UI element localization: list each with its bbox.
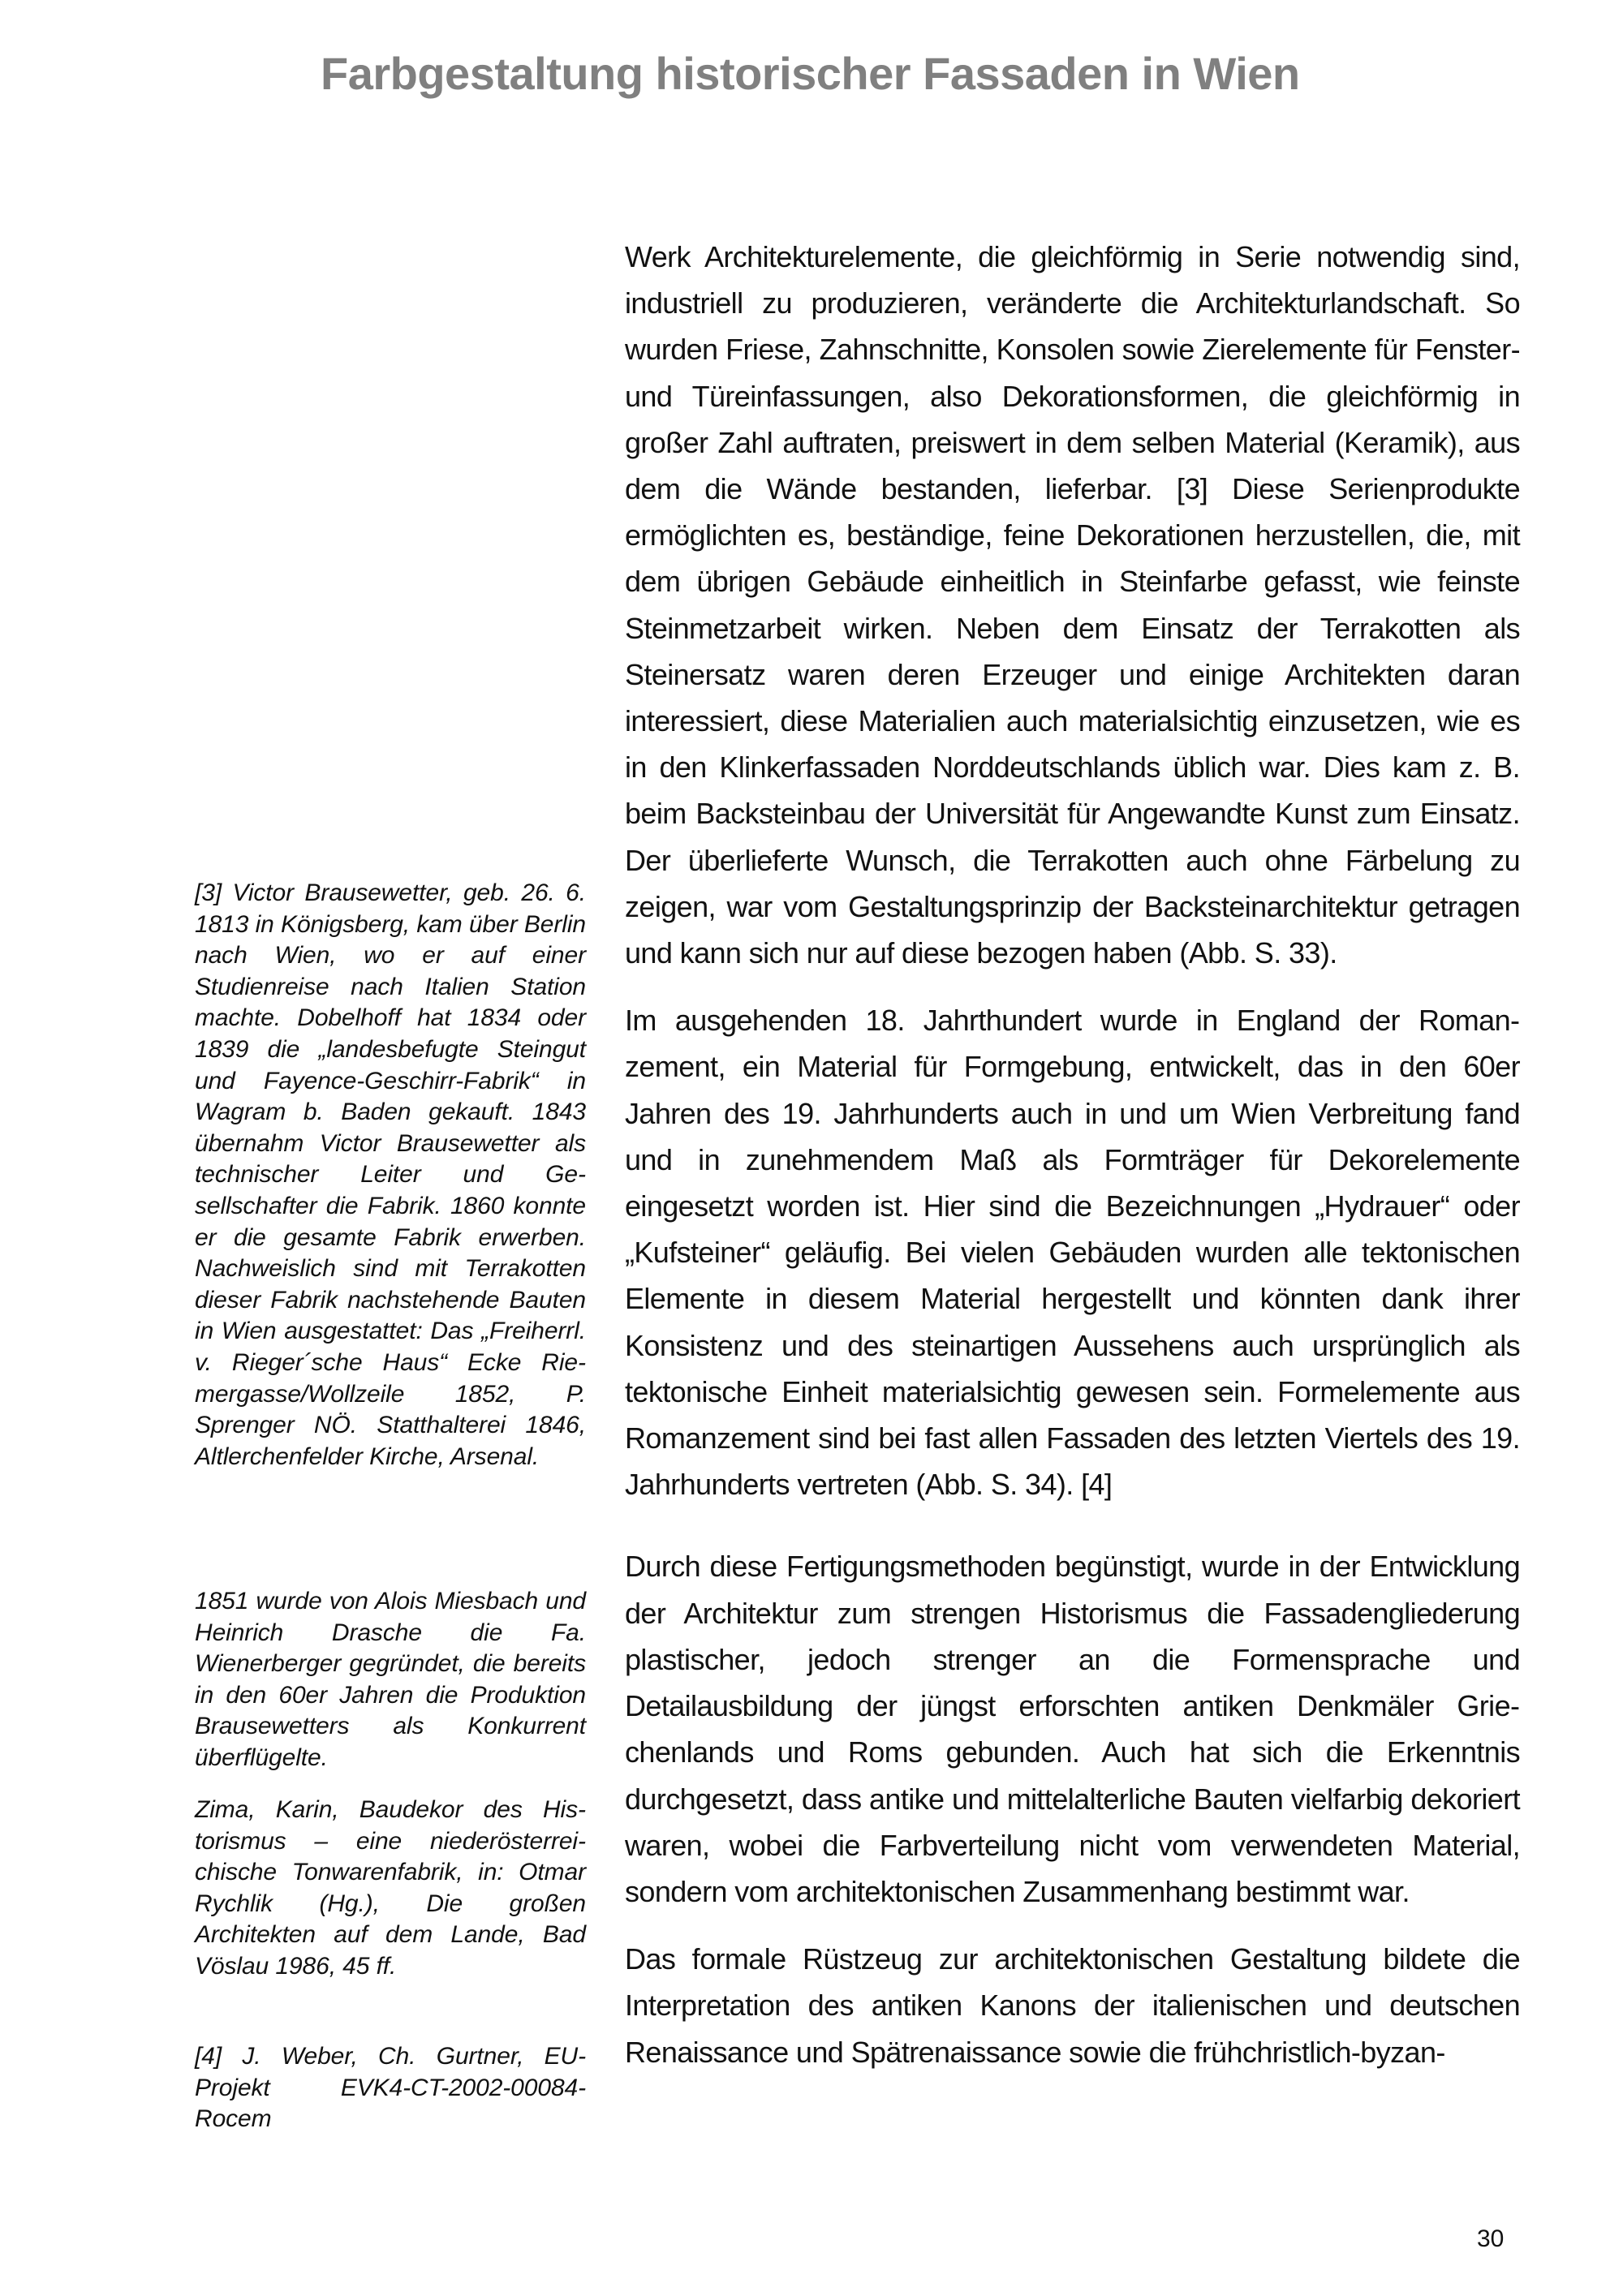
main-text-column [625, 234, 1520, 2096]
sidenote-wienerberger [195, 1586, 586, 1774]
sidenote-text: 1851 wurde von Alois Miesbach und Heinrich Drasche die Fa. Wienerberger gegründet, die bereits in den 60er Jahren die Produktion Brausewetters als Konkurrent überflügelte. [195, 1588, 586, 1771]
body-paragraph: Das formale Rüstzeug zur architektonischen Gestaltung bildete die Interpretation des antiken Kanons der italienischen und deutschen Renaissance und Spätrenaissance sowie die frühchristlich-byzan- [625, 1942, 1520, 2069]
footnote-4 [195, 2041, 586, 2135]
body-paragraph: Im ausgehenden 18. Jahrthundert wurde in England der Romanzement, ein Material für Formgebung, entwickelt, das in den 60er Jahren des 19. Jahrhunderts auch in und um Wien Verbreitung fand und in zunehmendem Maß als Formträger für Dekorelemente eingesetzt worden ist. Hier sind die Bezeichnungen „Hydrauer“ oder „Kufsteiner“ geläufig. Bei vielen Gebäuden wurden alle tektonischen Elemente in diesem Material hergestellt und könnten dank ihrer Konsistenz und des steinartigen Aussehens auch ursprünglich als tektonische Einheit materialsichtig gewesen sein. Formelemente aus Romanzement sind bei fast allen Fassaden des letzten Viertels des 19. Jahrhunderts vertreten (Abb. S. 34). [4] [625, 1004, 1520, 1502]
footnote-3 [195, 878, 586, 1473]
page-title: Farbgestaltung historischer Fassaden in Wien [321, 48, 1300, 99]
sidenote-text: Zima, Karin, Baudekor des Historismus – eine niederösterreichische Tonwarenfabrik, in: Otmar Rychlik (Hg.), Die großen Architekten auf dem Lande, Bad Vöslau 1986, 45 ff. [195, 1796, 586, 1980]
page-number: 30 [1477, 2225, 1505, 2252]
body-paragraph: Durch diese Fertigungsmethoden begünstigt, wurde in der Entwicklung der Architektur zum strengen Historismus die Fassadengliederung plastischer, jedoch strenger an die Formensprache und Detailausbildung der jüngst erforschten antiken Denkmäler Griechenlands und Roms gebunden. Auch hat sich die Erkenntnis durchgesetzt, dass antike und mittelalterliche Bauten vielfarbig dekoriert waren, wobei die Farbverteilung nicht vom verwendeten Material, sondern vom architektonischen Zusammenhang bestimmt war. [625, 1550, 1520, 1908]
footnote-text: [4] J. Weber, Ch. Gurtner, EU-Projekt EVK4-CT-2002-00084-Rocem [195, 2043, 586, 2133]
body-paragraph: Werk Architekturelemente, die gleichförmig in Serie notwendig sind, industriell zu produzieren, veränderte die Architekturlandschaft. So wurden Friese, Zahnschnitte, Konsolen sowie Zierelemente für Fenster- und Türeinfassungen, also Dekorationsformen, die gleichförmig in großer Zahl auftraten, preiswert in dem selben Material (Keramik), aus dem die Wände bestanden, lieferbar. [3] Diese Serienprodukte ermöglichten es, beständige, feine Dekorationen herzustellen, die, mit dem übrigen Gebäude einheitlich in Steinfarbe gefasst, wie feinste Steinmetzarbeit wirken. Neben dem Einsatz der Terrakotten als Steinersatz waren deren Erzeuger und einige Architekten daran interessiert, diese Materialien auch materialsichtig einzusetzen, wie es in den Klinkerfassaden Norddeutschlands üblich war. Dies kam z. B. beim Backsteinbau der Universität für Angewandte Kunst zum Einsatz. Der überlieferte Wunsch, die Terrakotten auch ohne Färbelung zu zeigen, war vom Gestaltungsprinzip der Backsteinarchitektur getragen und kann sich nur auf diese bezogen haben (Abb. S. 33). [625, 240, 1520, 970]
sidenote-zima-reference [195, 1795, 586, 1983]
footnote-text: [3] Victor Brausewetter, geb. 26. 6. 1813 in Königsberg, kam über Berlin nach Wien, wo er auf einer Studienreise nach Italien Station machte. Dobelhoff hat 1834 oder 1839 die „landesbefugte Steingut und Fayence-Geschirr-Fabrik“ in Wagram b. Baden gekauft. 1843 übernahm Victor Brausewetter als technischer Leiter und Gesellschafter die Fabrik. 1860 konnte er die gesamte Fabrik erwerben. Nachweislich sind mit Terrakotten dieser Fabrik nachstehende Bauten in Wien ausgestattet: Das „Freiherrl. v. Rieger´sche Haus“ Ecke Riemergasse/Wollzeile 1852, P. Sprenger NÖ. Statthalterei 1846, Altlerchenfelder Kirche, Arsenal. [195, 879, 586, 1470]
